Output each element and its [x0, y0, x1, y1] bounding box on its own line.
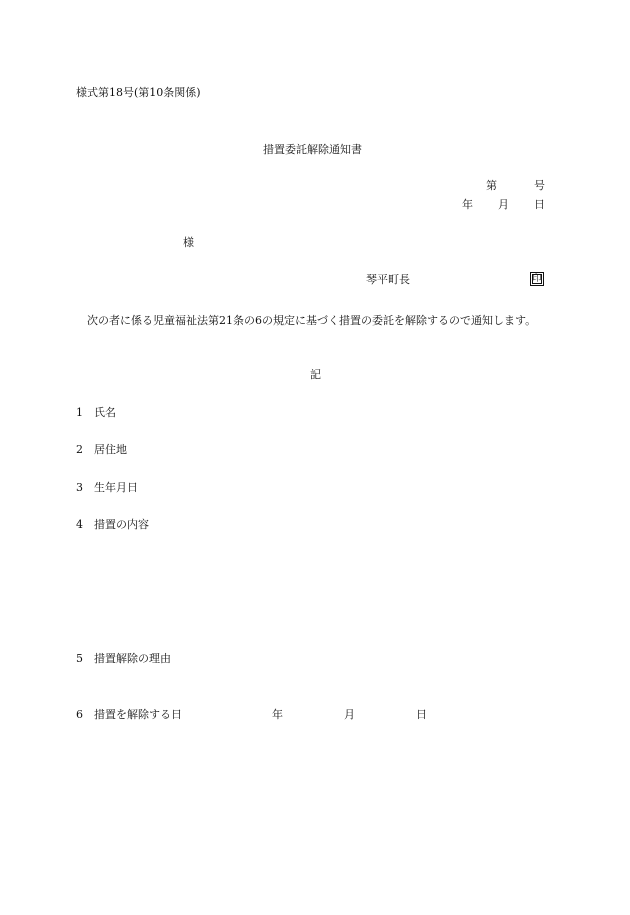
- date-day: 日: [534, 198, 545, 211]
- body-text: 次の者に係る児童福祉法第21条の6の規定に基づく措置の委託を解除するので通知します。: [87, 314, 537, 327]
- ki-heading: 記: [310, 368, 321, 381]
- item-5: [76, 652, 171, 666]
- release-month: 月: [344, 708, 355, 721]
- item-label: 措置を解除する日: [94, 708, 182, 721]
- release-day: 日: [416, 708, 427, 721]
- item-3: [76, 481, 138, 495]
- item-label: 措置解除の理由: [94, 652, 171, 665]
- item-number: 6: [76, 708, 83, 721]
- item-label: 措置の内容: [94, 518, 149, 531]
- item-number: 3: [76, 481, 83, 494]
- item-number: 1: [76, 406, 83, 419]
- item-label: 氏名: [94, 406, 116, 419]
- date-year: 年: [462, 198, 473, 211]
- item-6: [76, 708, 182, 722]
- item-number: 4: [76, 518, 83, 531]
- seal-stamp: [530, 272, 544, 286]
- seal-label: 印: [532, 274, 542, 284]
- number-suffix: 号: [534, 179, 545, 192]
- item-2: [76, 443, 127, 457]
- form-id: 様式第18号(第10条関係): [76, 86, 201, 99]
- issuer: 琴平町長: [366, 273, 410, 286]
- item-number: 5: [76, 652, 83, 665]
- item-label: 居住地: [94, 443, 127, 456]
- release-year: 年: [272, 708, 283, 721]
- addressee-suffix: 様: [183, 236, 194, 249]
- item-4: [76, 518, 149, 532]
- item-number: 2: [76, 443, 83, 456]
- document-title: 措置委託解除通知書: [263, 143, 362, 156]
- date-month: 月: [498, 198, 509, 211]
- item-1: [76, 406, 116, 420]
- number-prefix: 第: [486, 179, 497, 192]
- item-label: 生年月日: [94, 481, 138, 494]
